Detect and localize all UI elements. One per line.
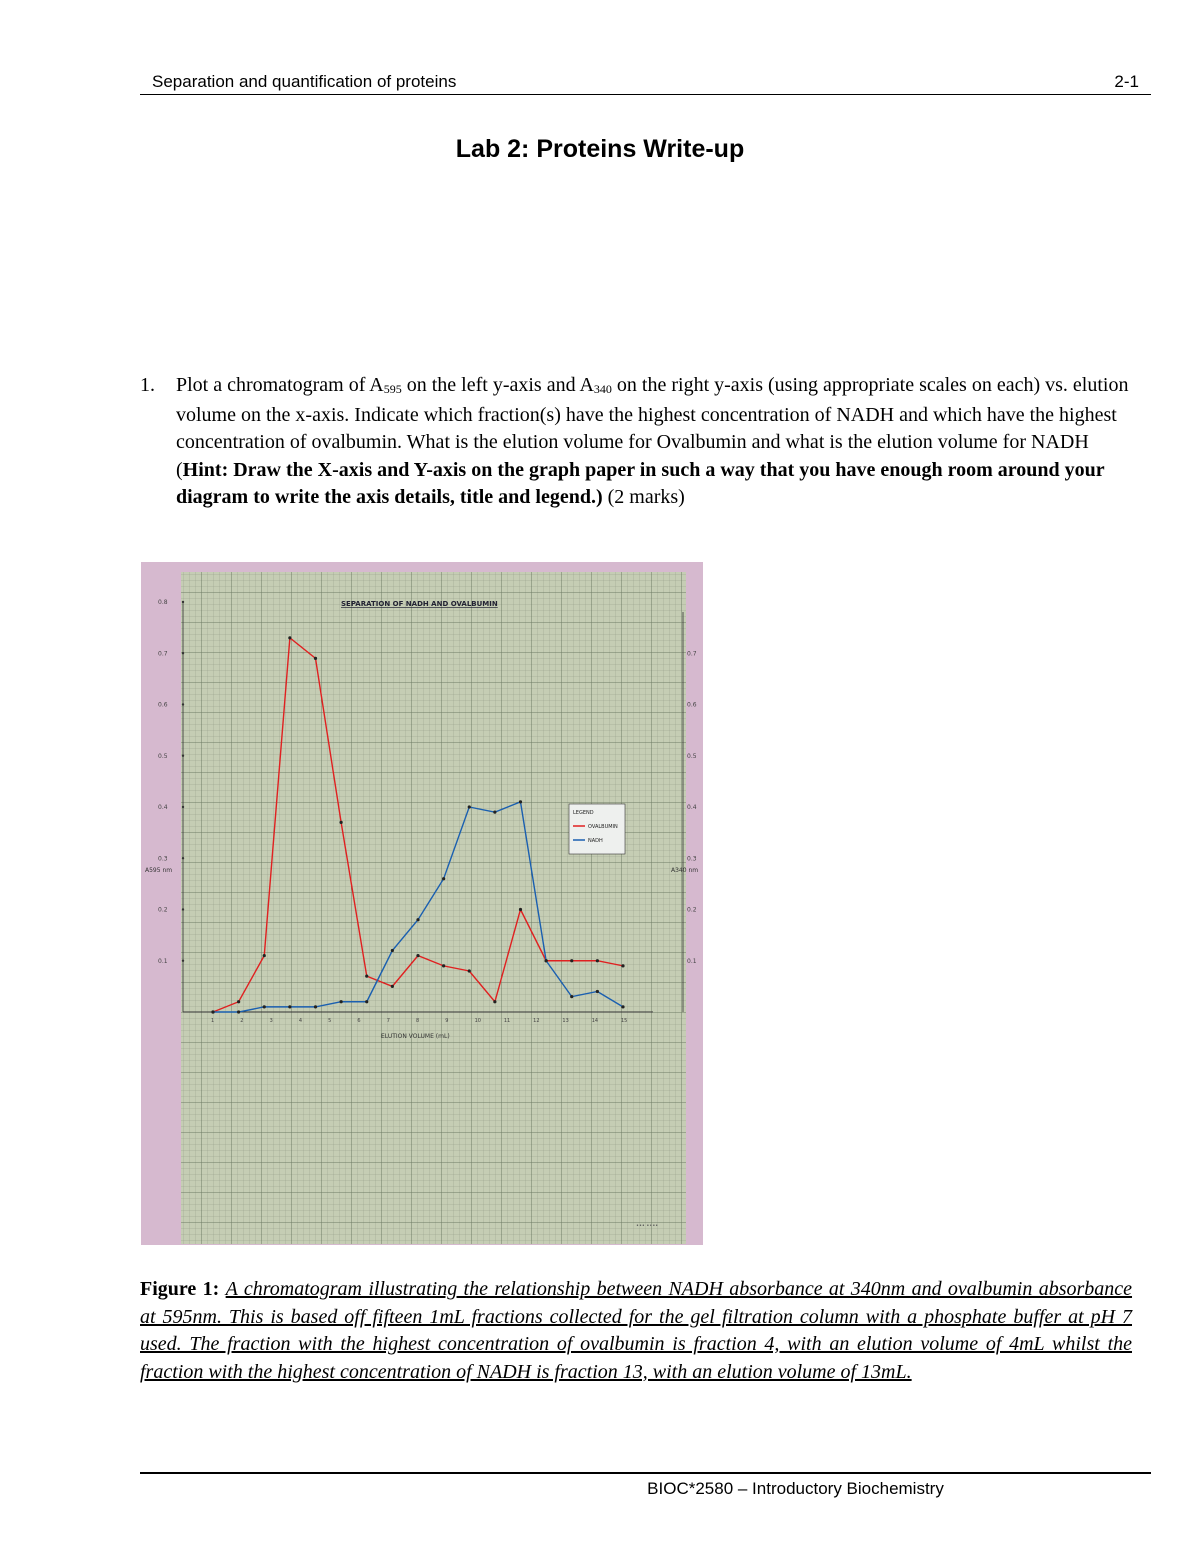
x-tick-label: 7 xyxy=(386,1018,390,1024)
left-tick-mark xyxy=(182,857,184,859)
left-tick-label: 0.1 xyxy=(158,957,168,965)
x-tick-label: 13 xyxy=(562,1018,569,1024)
chart-title: SEPARATION OF NADH AND OVALBUMIN xyxy=(341,600,498,608)
data-point xyxy=(545,959,548,962)
figure-caption xyxy=(140,1276,1132,1386)
left-tick-label: 0.8 xyxy=(158,599,168,606)
page-header xyxy=(140,70,1151,95)
left-tick-mark xyxy=(182,960,184,962)
x-tick-label: 10 xyxy=(474,1018,481,1024)
x-tick-label: 14 xyxy=(591,1018,599,1024)
left-tick-label: 0.7 xyxy=(158,650,168,658)
data-point xyxy=(519,908,522,911)
data-point xyxy=(621,964,624,967)
data-point xyxy=(416,918,419,921)
data-point xyxy=(570,959,573,962)
subscript-595: 595 xyxy=(383,382,402,396)
data-point xyxy=(416,954,419,957)
x-tick-label: 15 xyxy=(621,1018,628,1024)
data-point xyxy=(365,1000,368,1003)
legend-title: LEGEND xyxy=(573,810,594,816)
right-tick-label: 0.1 xyxy=(687,957,697,965)
page-number: 2-1 xyxy=(1114,72,1139,91)
x-tick-label: 2 xyxy=(240,1018,244,1024)
left-tick-label: 0.6 xyxy=(158,701,168,709)
question-1 xyxy=(140,372,1132,512)
right-tick-label: 0.6 xyxy=(687,701,697,709)
question-marks: (2 marks) xyxy=(602,486,685,508)
data-point xyxy=(391,949,394,952)
x-axis-label: ELUTION VOLUME (mL) xyxy=(381,1033,450,1040)
data-point xyxy=(288,636,291,639)
page-footer xyxy=(140,1472,1151,1499)
left-tick-label: 0.2 xyxy=(158,906,168,914)
right-tick-label: 0.3 xyxy=(687,855,697,863)
x-tick-label: 5 xyxy=(328,1018,332,1024)
figure-label: Figure 1: xyxy=(140,1278,220,1300)
right-tick-label: 0.5 xyxy=(687,752,697,760)
x-tick-label: 8 xyxy=(416,1018,420,1024)
data-point xyxy=(391,985,394,988)
data-point xyxy=(493,1000,496,1003)
question-number: 1. xyxy=(140,374,155,396)
data-point xyxy=(340,821,343,824)
question-text-part: Plot a chromatogram of A xyxy=(176,374,384,396)
data-point xyxy=(468,805,471,808)
chromatogram-chart xyxy=(141,562,703,1245)
x-tick-label: 12 xyxy=(533,1018,540,1024)
data-point xyxy=(519,800,522,803)
x-tick-label: 3 xyxy=(269,1018,273,1024)
right-tick-label: 0.7 xyxy=(687,650,697,658)
data-point xyxy=(288,1005,291,1008)
left-tick-mark xyxy=(182,601,184,603)
data-point xyxy=(621,1005,624,1008)
data-point xyxy=(468,969,471,972)
data-point xyxy=(263,954,266,957)
left-tick-mark xyxy=(182,703,184,705)
data-point xyxy=(237,1000,240,1003)
right-y-axis-label: A340 nm xyxy=(671,867,699,874)
data-point xyxy=(211,1010,214,1013)
data-point xyxy=(340,1000,343,1003)
left-tick-mark xyxy=(182,755,184,757)
figure-caption-text: A chromatogram illustrating the relationship between NADH absorbance at 340nm and ovalbumin absorbance at 595nm. This is based off fifteen 1mL fractions collected for the gel filtration column with a phosphate buffer at pH 7 used. The fraction with the highest concentration of ovalbumin is fraction 4, with an elution volume of 4mL whilst the fraction with the highest concentration of NADH is fraction 13, with an elution volume of 13mL. xyxy=(140,1278,1133,1383)
page-title: Lab 2: Proteins Write-up xyxy=(455,135,745,163)
question-text xyxy=(176,372,1132,512)
chromatogram-photo xyxy=(141,562,703,1245)
question-text-part: on the left y-axis and A xyxy=(401,374,594,396)
data-point xyxy=(596,990,599,993)
right-tick-label: 0.4 xyxy=(687,804,697,811)
data-point xyxy=(314,657,317,660)
data-point xyxy=(493,811,496,814)
data-point xyxy=(365,975,368,978)
x-tick-label: 1 xyxy=(211,1018,215,1024)
left-tick-label: 0.3 xyxy=(158,855,168,863)
left-tick-mark xyxy=(182,908,184,910)
data-point xyxy=(596,959,599,962)
legend-label-ovalbumin: OVALBUMIN xyxy=(588,824,618,830)
data-point xyxy=(442,964,445,967)
legend-label-nadh: NADH xyxy=(588,838,603,844)
bottom-corner-mark: ••• •••• xyxy=(636,1223,659,1229)
left-y-axis-label: A595 nm xyxy=(145,867,173,874)
left-tick-label: 0.5 xyxy=(158,752,168,760)
footer-text: BIOC*2580 – Introductory Biochemistry xyxy=(647,1479,944,1498)
header-title: Separation and quantification of proteins xyxy=(152,72,457,91)
right-tick-label: 0.2 xyxy=(687,906,697,914)
data-point xyxy=(237,1010,240,1013)
data-point xyxy=(570,995,573,998)
question-text-part: on the right y-axis (using appropriate scales on each) vs. elution volume on the x-axis. Indicate which fraction(s) have the highest concentration of NADH and which have the highest concentration of ovalbumin. What is the elution volume for Ovalbumin and what is the elution volume for NADH ( xyxy=(176,374,1129,481)
x-tick-label: 9 xyxy=(445,1018,449,1024)
data-point xyxy=(314,1005,317,1008)
left-tick-mark xyxy=(182,652,184,654)
x-tick-label: 6 xyxy=(357,1018,361,1024)
left-tick-mark xyxy=(182,806,184,808)
x-tick-label: 11 xyxy=(503,1018,511,1024)
subscript-340: 340 xyxy=(593,382,612,396)
x-tick-label: 4 xyxy=(298,1018,303,1024)
data-point xyxy=(263,1005,266,1008)
left-tick-label: 0.4 xyxy=(158,804,168,811)
data-point xyxy=(442,877,445,880)
question-hint: Hint: Draw the X-axis and Y-axis on the graph paper in such a way that you have enough room around your diagram to write the axis details, title and legend.) xyxy=(176,458,1105,508)
